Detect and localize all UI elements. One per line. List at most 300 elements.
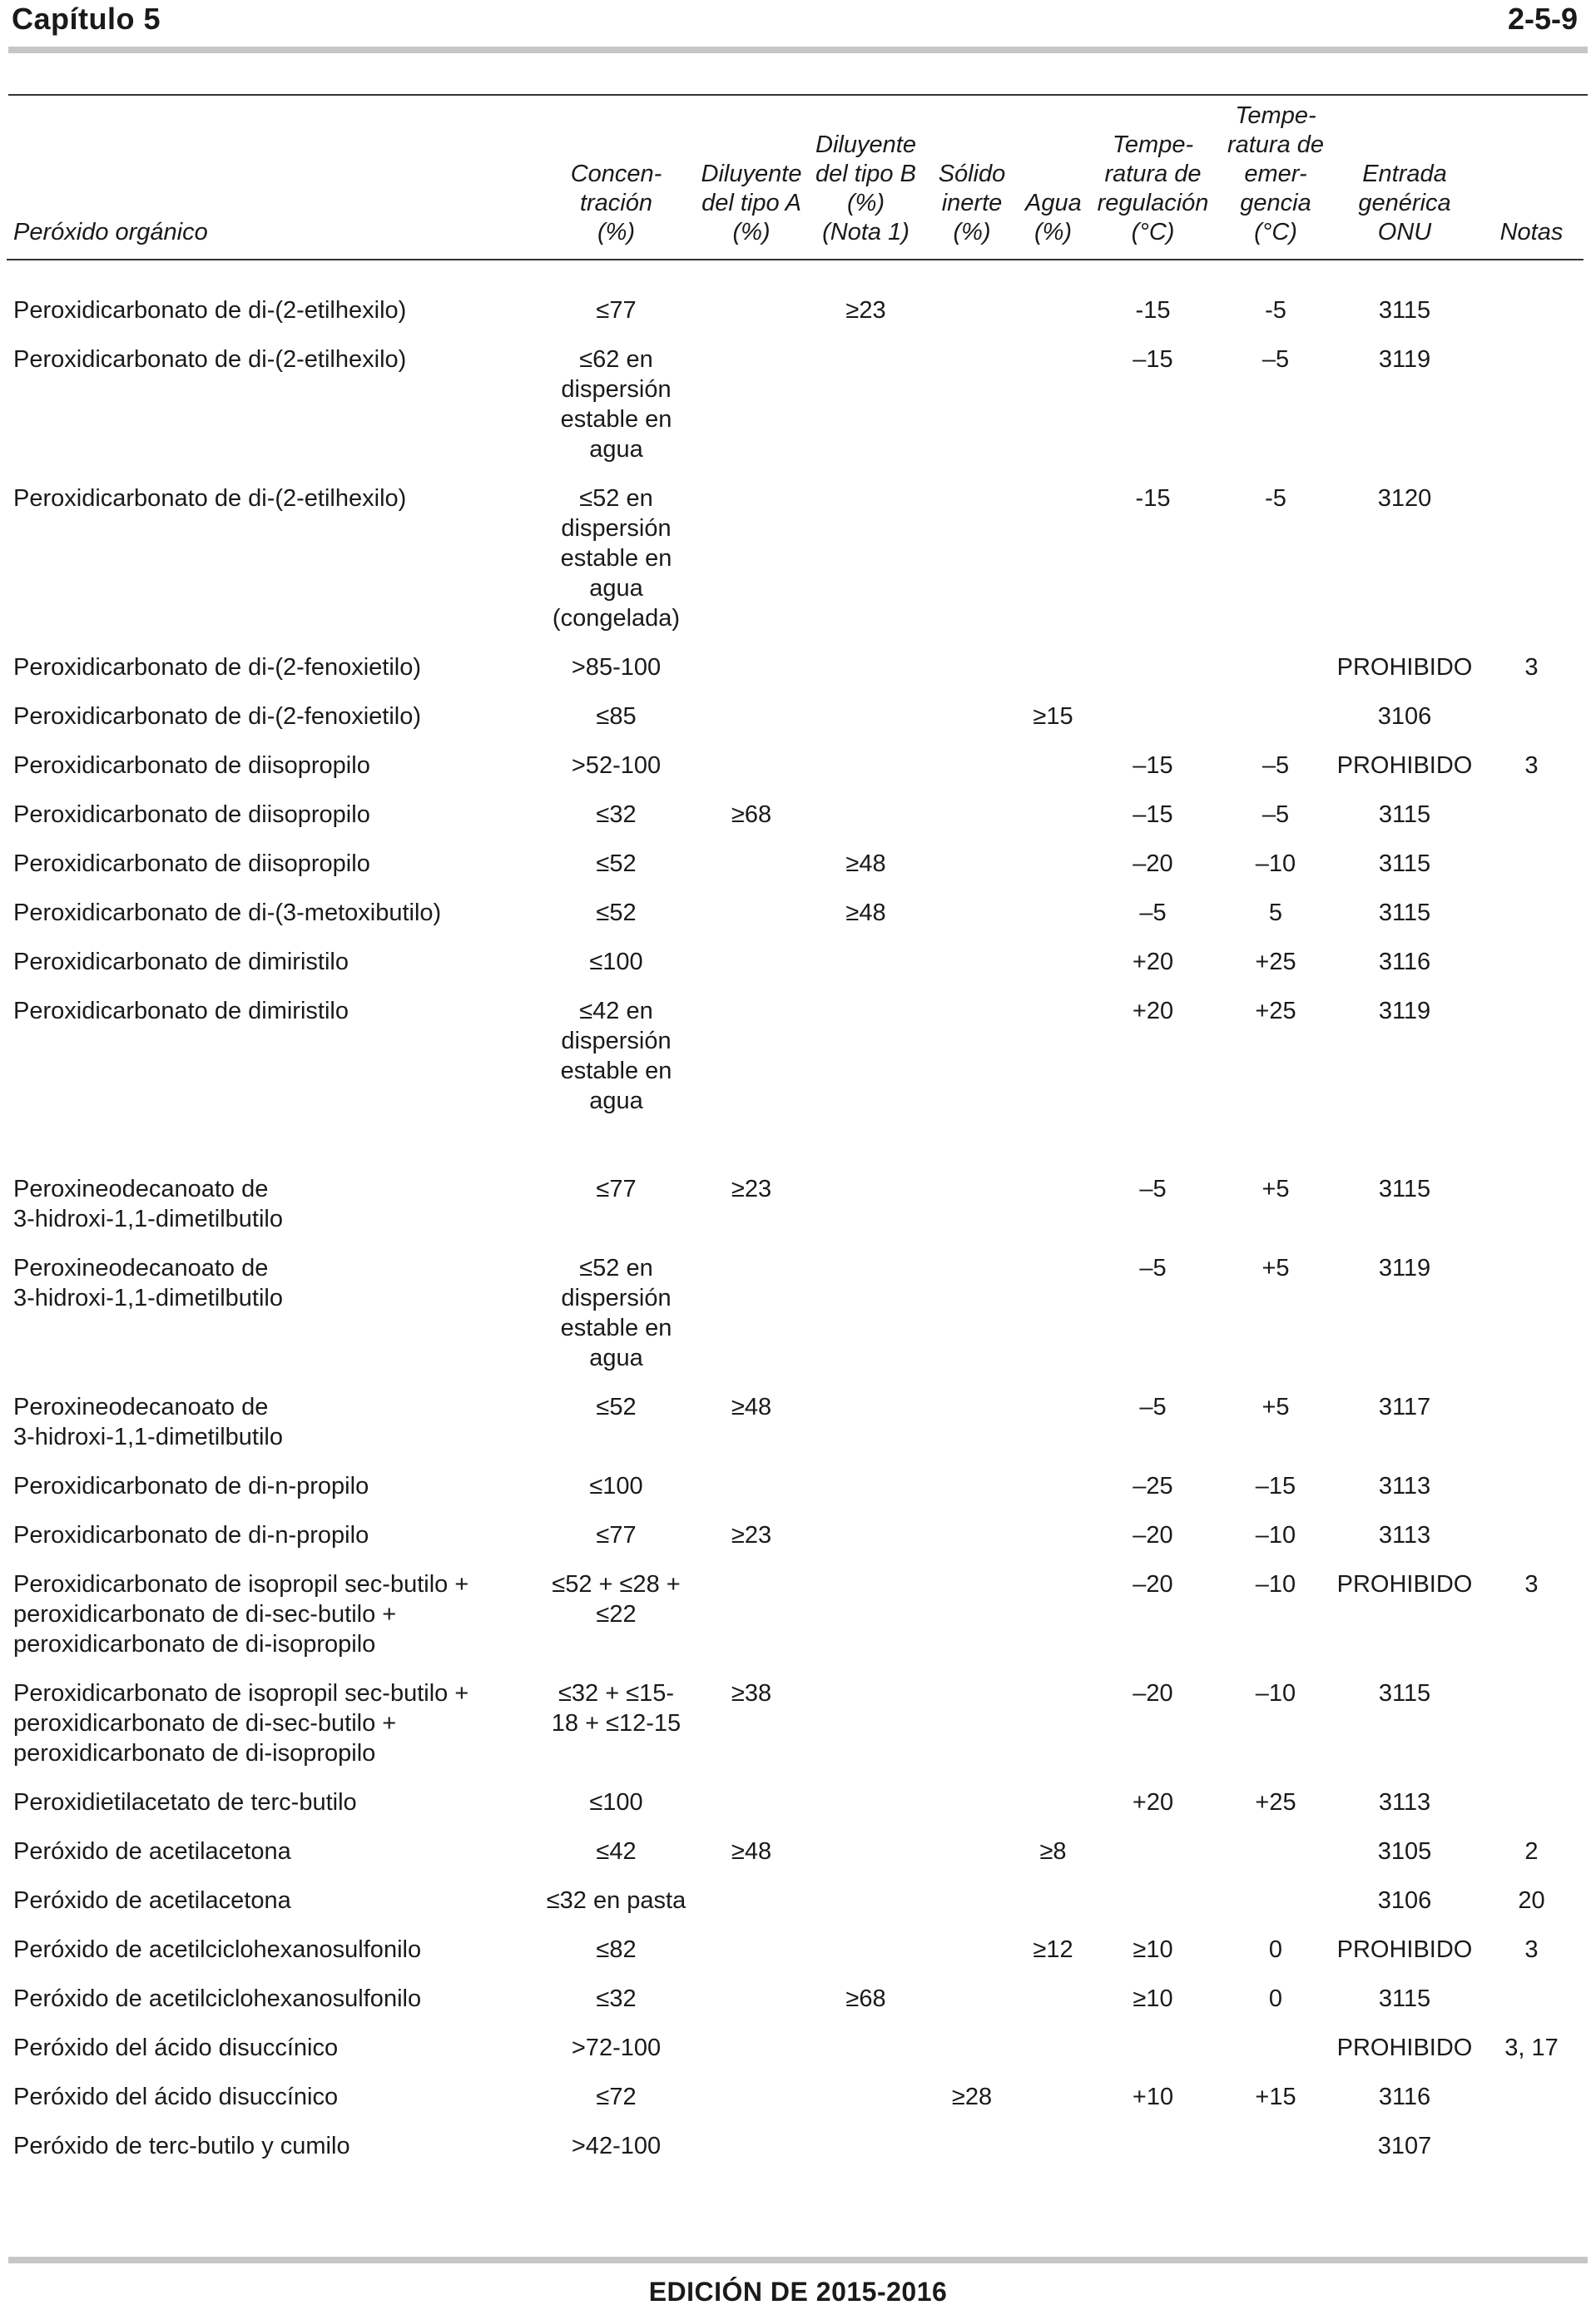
- table-row: [7, 652, 1584, 701]
- cell-un-entry: 3119: [1378, 346, 1431, 373]
- cell-inert-solid: [922, 1253, 1022, 1392]
- cell-notes: 3: [1524, 752, 1539, 779]
- cell-emergency-temp: –5: [1261, 801, 1290, 828]
- cell-notes: 2: [1524, 1838, 1539, 1865]
- cell-diluent-b: [810, 2131, 922, 2180]
- cell-notes: 3: [1524, 1571, 1539, 1598]
- col-header-control-temp: Tempe- ratura de regulación (°C): [1084, 102, 1222, 260]
- cell-water: [1022, 1984, 1084, 2033]
- table-row: [7, 1174, 1584, 1253]
- cell-un-entry: 3115: [1378, 900, 1431, 926]
- cell-emergency-temp: -5: [1265, 485, 1286, 512]
- cell-water: [1022, 2131, 1084, 2180]
- cell-un-entry: 3113: [1378, 1473, 1431, 1500]
- cell-concentration: >72-100: [571, 2035, 662, 2061]
- cell-concentration: ≤77: [596, 1522, 637, 1549]
- cell-peroxide-name: Peróxido de acetilacetona: [13, 1887, 291, 1914]
- cell-notes: [1480, 898, 1584, 947]
- cell-inert-solid: [922, 483, 1022, 652]
- cell-diluent-a: [693, 701, 810, 751]
- cell-inert-solid: [922, 1471, 1022, 1520]
- cell-concentration: ≤42: [596, 1838, 637, 1865]
- cell-notes: 20: [1518, 1887, 1545, 1914]
- cell-diluent-b: [810, 2033, 922, 2082]
- cell-peroxide-name: Peroxidicarbonato de di-n-propilo: [13, 1522, 369, 1549]
- table-row: [7, 1787, 1584, 1837]
- cell-emergency-temp: –15: [1255, 1473, 1296, 1500]
- table-row: [7, 260, 1584, 345]
- cell-concentration: ≤77: [596, 1176, 637, 1202]
- cell-notes: [1480, 800, 1584, 849]
- cell-concentration: ≤72: [596, 2084, 637, 2110]
- cell-water: ≥8: [1039, 1838, 1067, 1865]
- table-row: [7, 1984, 1584, 2033]
- cell-notes: [1480, 849, 1584, 898]
- cell-notes: [1480, 1253, 1584, 1392]
- cell-un-entry: 3119: [1378, 1255, 1431, 1281]
- cell-diluent-a: [693, 345, 810, 483]
- cell-concentration: ≤32: [596, 1985, 637, 2012]
- table-row: [7, 1471, 1584, 1520]
- cell-water: [1022, 1569, 1084, 1678]
- cell-peroxide-name: Peroxidicarbonato de di-(2-fenoxietilo): [13, 703, 422, 730]
- cell-notes: [1480, 2131, 1584, 2180]
- cell-un-entry: 3117: [1378, 1394, 1431, 1420]
- cell-control-temp: –15: [1133, 752, 1173, 779]
- table-header-row: [7, 102, 1584, 260]
- cell-notes: [1480, 947, 1584, 996]
- cell-inert-solid: [922, 800, 1022, 849]
- cell-diluent-a: [693, 751, 810, 800]
- cell-inert-solid: [922, 1174, 1022, 1253]
- col-header-inert-solid: Sólido inerte (%): [922, 102, 1022, 260]
- cell-control-temp: ≥10: [1133, 1936, 1173, 1963]
- cell-control-temp: [1084, 2033, 1222, 2082]
- cell-un-entry: 3115: [1378, 1176, 1431, 1202]
- cell-emergency-temp: [1222, 652, 1330, 701]
- cell-emergency-temp: +25: [1255, 949, 1296, 975]
- cell-diluent-a: [693, 1253, 810, 1392]
- cell-emergency-temp: [1222, 2131, 1330, 2180]
- cell-diluent-a: [693, 2033, 810, 2082]
- cell-control-temp: –20: [1133, 1571, 1173, 1598]
- table-row: [7, 1935, 1584, 1984]
- cell-emergency-temp: 0: [1268, 1936, 1283, 1963]
- cell-notes: [1480, 260, 1584, 345]
- col-header-diluent-a: Diluyente del tipo A (%): [693, 102, 810, 260]
- cell-notes: [1480, 1984, 1584, 2033]
- cell-water: [1022, 1520, 1084, 1569]
- cell-un-entry: 3120: [1377, 485, 1432, 512]
- chapter-title: Capítulo 5: [12, 2, 161, 36]
- cell-notes: [1480, 701, 1584, 751]
- cell-un-entry: 3115: [1378, 297, 1431, 324]
- cell-peroxide-name: Peróxido del ácido disuccínico: [13, 2035, 339, 2061]
- table-row: [7, 2082, 1584, 2131]
- table-row: [7, 1392, 1584, 1471]
- cell-concentration: ≤42 en dispersión estable en agua: [560, 998, 672, 1114]
- cell-inert-solid: ≥28: [951, 2084, 993, 2110]
- cell-emergency-temp: +25: [1255, 1789, 1296, 1816]
- cell-water: [1022, 1392, 1084, 1471]
- cell-notes: [1480, 1392, 1584, 1471]
- cell-concentration: >85-100: [571, 654, 662, 681]
- table-row: [7, 996, 1584, 1174]
- cell-diluent-b: [810, 800, 922, 849]
- cell-control-temp: -15: [1135, 485, 1171, 512]
- cell-diluent-b: ≥48: [845, 900, 886, 926]
- cell-un-entry: 3115: [1378, 1985, 1431, 2012]
- cell-diluent-b: [810, 1174, 922, 1253]
- col-header-notes: Notas: [1480, 102, 1584, 260]
- cell-inert-solid: [922, 652, 1022, 701]
- col-header-water: Agua (%): [1022, 102, 1084, 260]
- cell-diluent-a: ≥38: [731, 1680, 772, 1707]
- cell-control-temp: +20: [1132, 998, 1174, 1024]
- cell-emergency-temp: –5: [1261, 346, 1290, 373]
- cell-peroxide-name: Peroxidicarbonato de di-(3-metoxibutilo): [13, 900, 442, 926]
- cell-diluent-b: [810, 996, 922, 1174]
- cell-water: [1022, 1174, 1084, 1253]
- cell-notes: 3: [1524, 1936, 1539, 1963]
- cell-concentration: ≤52 + ≤28 + ≤22: [552, 1571, 681, 1628]
- cell-un-entry: 3116: [1378, 2084, 1431, 2110]
- table-row: [7, 701, 1584, 751]
- cell-diluent-b: [810, 1837, 922, 1886]
- cell-diluent-a: [693, 483, 810, 652]
- cell-notes: [1480, 1520, 1584, 1569]
- cell-diluent-a: [693, 2131, 810, 2180]
- table-row: [7, 1678, 1584, 1787]
- cell-emergency-temp: –10: [1255, 1571, 1296, 1598]
- cell-inert-solid: [922, 947, 1022, 996]
- cell-diluent-a: [693, 996, 810, 1174]
- cell-diluent-b: [810, 1520, 922, 1569]
- cell-control-temp: [1084, 701, 1222, 751]
- cell-diluent-b: [810, 1471, 922, 1520]
- cell-diluent-b: ≥23: [845, 297, 886, 324]
- cell-peroxide-name: Peroxidicarbonato de di-(2-fenoxietilo): [13, 654, 422, 681]
- cell-water: [1022, 800, 1084, 849]
- cell-concentration: ≤100: [589, 949, 643, 975]
- table-row: [7, 1253, 1584, 1392]
- cell-emergency-temp: [1222, 701, 1330, 751]
- cell-un-entry: 3106: [1377, 1887, 1432, 1914]
- cell-emergency-temp: –10: [1255, 1522, 1296, 1549]
- cell-diluent-a: [693, 652, 810, 701]
- cell-control-temp: –5: [1139, 1255, 1167, 1281]
- cell-control-temp: –15: [1133, 346, 1173, 373]
- cell-diluent-b: [810, 1253, 922, 1392]
- cell-water: [1022, 652, 1084, 701]
- cell-inert-solid: [922, 1886, 1022, 1935]
- cell-water: [1022, 849, 1084, 898]
- cell-diluent-b: [810, 947, 922, 996]
- cell-water: [1022, 1678, 1084, 1787]
- table-row: [7, 345, 1584, 483]
- cell-notes: [1480, 345, 1584, 483]
- cell-peroxide-name: Peróxido del ácido disuccínico: [13, 2084, 339, 2110]
- cell-diluent-a: ≥23: [731, 1522, 772, 1549]
- header-divider: [8, 47, 1588, 53]
- cell-control-temp: [1084, 1886, 1222, 1935]
- cell-diluent-a: [693, 1471, 810, 1520]
- cell-diluent-a: [693, 1886, 810, 1935]
- cell-diluent-b: [810, 345, 922, 483]
- cell-concentration: ≤32 + ≤15- 18 + ≤12-15: [551, 1680, 682, 1737]
- cell-peroxide-name: Peroxineodecanoato de 3-hidroxi-1,1-dimetilbutilo: [13, 1394, 283, 1450]
- cell-water: [1022, 2082, 1084, 2131]
- cell-diluent-a: [693, 1787, 810, 1837]
- cell-control-temp: –15: [1133, 801, 1173, 828]
- cell-inert-solid: [922, 898, 1022, 947]
- col-header-diluent-b: Diluyente del tipo B (%) (Nota 1): [810, 102, 922, 260]
- cell-notes: [1480, 1678, 1584, 1787]
- cell-control-temp: –20: [1133, 1680, 1173, 1707]
- table-body: [7, 260, 1584, 2180]
- cell-peroxide-name: Peroxidicarbonato de isopropil sec-butilo + peroxidicarbonato de di-sec-butilo + peroxidicarbonato de di-isopropilo: [13, 1680, 469, 1767]
- cell-inert-solid: [922, 701, 1022, 751]
- cell-peroxide-name: Peroxidicarbonato de di-n-propilo: [13, 1473, 369, 1500]
- cell-emergency-temp: [1222, 1886, 1330, 1935]
- cell-control-temp: [1084, 652, 1222, 701]
- cell-concentration: ≤32: [596, 801, 637, 828]
- cell-concentration: ≤100: [589, 1789, 643, 1816]
- table-row: [7, 800, 1584, 849]
- cell-inert-solid: [922, 1520, 1022, 1569]
- col-header-concentration: Concen- tración (%): [539, 102, 693, 260]
- cell-emergency-temp: -5: [1265, 297, 1286, 324]
- cell-peroxide-name: Peroxidicarbonato de di-(2-etilhexilo): [13, 297, 407, 324]
- cell-notes: 3: [1524, 654, 1539, 681]
- cell-diluent-b: [810, 652, 922, 701]
- cell-concentration: ≤52: [596, 900, 637, 926]
- cell-peroxide-name: Peroxidicarbonato de dimiristilo: [13, 998, 349, 1024]
- table-row: [7, 751, 1584, 800]
- cell-control-temp: –20: [1133, 1522, 1173, 1549]
- cell-control-temp: –5: [1139, 900, 1167, 926]
- cell-emergency-temp: –10: [1255, 850, 1296, 877]
- col-header-un-entry: Entrada genérica ONU: [1330, 102, 1480, 260]
- cell-diluent-b: [810, 1678, 922, 1787]
- cell-control-temp: +10: [1132, 2084, 1174, 2110]
- cell-un-entry: PROHIBIDO: [1336, 1936, 1473, 1963]
- cell-diluent-a: [693, 260, 810, 345]
- cell-inert-solid: [922, 996, 1022, 1174]
- table-row: [7, 947, 1584, 996]
- cell-inert-solid: [922, 2131, 1022, 2180]
- cell-un-entry: PROHIBIDO: [1336, 752, 1473, 779]
- cell-water: [1022, 1471, 1084, 1520]
- cell-control-temp: –5: [1139, 1176, 1167, 1202]
- cell-control-temp: –5: [1139, 1394, 1167, 1420]
- cell-concentration: ≤100: [589, 1473, 643, 1500]
- cell-un-entry: PROHIBIDO: [1336, 654, 1473, 681]
- cell-diluent-b: ≥48: [845, 850, 886, 877]
- cell-diluent-a: [693, 1935, 810, 1984]
- table-row: [7, 849, 1584, 898]
- cell-inert-solid: [922, 1678, 1022, 1787]
- cell-emergency-temp: 0: [1268, 1985, 1283, 2012]
- cell-emergency-temp: +5: [1261, 1255, 1290, 1281]
- cell-un-entry: 3115: [1378, 850, 1431, 877]
- col-header-peroxide: Peróxido orgánico: [7, 102, 539, 260]
- cell-diluent-a: [693, 1984, 810, 2033]
- table-top-rule: [8, 94, 1588, 96]
- col-header-emergency-temp: Tempe- ratura de emer- gencia (°C): [1222, 102, 1330, 260]
- cell-concentration: ≤52 en dispersión estable en agua: [560, 1255, 672, 1371]
- cell-control-temp: ≥10: [1133, 1985, 1173, 2012]
- cell-concentration: ≤52 en dispersión estable en agua (congelada): [552, 485, 681, 632]
- cell-emergency-temp: 5: [1268, 900, 1283, 926]
- cell-control-temp: –25: [1133, 1473, 1173, 1500]
- cell-emergency-temp: +25: [1255, 998, 1296, 1024]
- cell-control-temp: –20: [1133, 850, 1173, 877]
- table-row: [7, 1569, 1584, 1678]
- cell-inert-solid: [922, 1837, 1022, 1886]
- table-row: [7, 2033, 1584, 2082]
- cell-diluent-b: [810, 1935, 922, 1984]
- cell-emergency-temp: –5: [1261, 752, 1290, 779]
- cell-notes: [1480, 1787, 1584, 1837]
- page-number: 2-5-9: [1507, 2, 1578, 36]
- cell-water: [1022, 898, 1084, 947]
- cell-water: ≥12: [1033, 1936, 1073, 1963]
- cell-notes: [1480, 996, 1584, 1174]
- cell-notes: [1480, 2082, 1584, 2131]
- cell-control-temp: +20: [1132, 1789, 1174, 1816]
- cell-concentration: ≤85: [596, 703, 637, 730]
- cell-diluent-b: [810, 1392, 922, 1471]
- cell-diluent-a: [693, 1569, 810, 1678]
- cell-diluent-a: [693, 947, 810, 996]
- cell-inert-solid: [922, 1392, 1022, 1471]
- cell-water: [1022, 260, 1084, 345]
- cell-water: [1022, 1886, 1084, 1935]
- cell-emergency-temp: [1222, 2033, 1330, 2082]
- cell-diluent-b: [810, 483, 922, 652]
- cell-diluent-a: [693, 898, 810, 947]
- cell-inert-solid: [922, 849, 1022, 898]
- cell-peroxide-name: Peroxidicarbonato de diisopropilo: [13, 801, 370, 828]
- cell-un-entry: 3116: [1378, 949, 1431, 975]
- cell-water: [1022, 2033, 1084, 2082]
- cell-un-entry: 3113: [1378, 1522, 1431, 1549]
- cell-un-entry: PROHIBIDO: [1336, 2035, 1473, 2061]
- cell-inert-solid: [922, 1935, 1022, 1984]
- cell-concentration: ≤52: [596, 850, 637, 877]
- cell-un-entry: 3106: [1377, 703, 1432, 730]
- cell-un-entry: 3115: [1378, 1680, 1431, 1707]
- cell-water: [1022, 996, 1084, 1174]
- cell-peroxide-name: Peroxineodecanoato de 3-hidroxi-1,1-dimetilbutilo: [13, 1176, 283, 1232]
- cell-un-entry: 3113: [1378, 1789, 1431, 1816]
- cell-diluent-a: ≥68: [731, 801, 772, 828]
- cell-diluent-b: [810, 751, 922, 800]
- cell-concentration: ≤32 en pasta: [546, 1887, 686, 1914]
- cell-water: [1022, 947, 1084, 996]
- cell-emergency-temp: [1222, 1837, 1330, 1886]
- cell-concentration: ≤62 en dispersión estable en agua: [560, 346, 672, 463]
- cell-diluent-a: [693, 2082, 810, 2131]
- cell-inert-solid: [922, 345, 1022, 483]
- cell-peroxide-name: Peroxidicarbonato de isopropil sec-butilo + peroxidicarbonato de di-sec-butilo + peroxidicarbonato de di-isopropilo: [13, 1571, 469, 1658]
- cell-peroxide-name: Peroxidicarbonato de di-(2-etilhexilo): [13, 485, 407, 512]
- cell-concentration: ≤52: [596, 1394, 637, 1420]
- cell-inert-solid: [922, 1984, 1022, 2033]
- cell-peroxide-name: Peroxidicarbonato de diisopropilo: [13, 752, 370, 779]
- cell-water: [1022, 751, 1084, 800]
- cell-water: [1022, 1787, 1084, 1837]
- table-row: [7, 2131, 1584, 2180]
- page-header: [12, 0, 1584, 42]
- cell-emergency-temp: +5: [1261, 1176, 1290, 1202]
- cell-un-entry: 3107: [1377, 2133, 1432, 2159]
- cell-un-entry: 3105: [1377, 1838, 1432, 1865]
- cell-peroxide-name: Peroxidicarbonato de dimiristilo: [13, 949, 349, 975]
- cell-diluent-b: [810, 2082, 922, 2131]
- cell-emergency-temp: –10: [1255, 1680, 1296, 1707]
- table-row: [7, 1837, 1584, 1886]
- cell-control-temp: [1084, 1837, 1222, 1886]
- cell-diluent-b: ≥68: [845, 1985, 886, 2012]
- cell-diluent-a: ≥48: [731, 1394, 772, 1420]
- footer-divider: [8, 2257, 1588, 2263]
- cell-peroxide-name: Peroxidietilacetato de terc-butilo: [13, 1789, 357, 1816]
- cell-inert-solid: [922, 2033, 1022, 2082]
- cell-concentration: >42-100: [571, 2133, 662, 2159]
- table-row: [7, 898, 1584, 947]
- cell-diluent-a: ≥48: [731, 1838, 772, 1865]
- cell-diluent-a: [693, 849, 810, 898]
- cell-peroxide-name: Peróxido de acetilciclohexanosulfonilo: [13, 1936, 422, 1963]
- cell-concentration: ≤82: [596, 1936, 637, 1963]
- cell-water: [1022, 345, 1084, 483]
- cell-peroxide-name: Peróxido de terc-butilo y cumilo: [13, 2133, 350, 2159]
- cell-peroxide-name: Peróxido de acetilacetona: [13, 1838, 291, 1865]
- table-row: [7, 1886, 1584, 1935]
- table-row: [7, 1520, 1584, 1569]
- cell-control-temp: [1084, 2131, 1222, 2180]
- cell-peroxide-name: Peroxidicarbonato de diisopropilo: [13, 850, 370, 877]
- cell-peroxide-name: Peroxidicarbonato de di-(2-etilhexilo): [13, 346, 407, 373]
- cell-peroxide-name: Peroxineodecanoato de 3-hidroxi-1,1-dimetilbutilo: [13, 1255, 283, 1311]
- cell-peroxide-name: Peróxido de acetilciclohexanosulfonilo: [13, 1985, 422, 2012]
- cell-diluent-b: [810, 1569, 922, 1678]
- cell-diluent-b: [810, 1886, 922, 1935]
- cell-concentration: ≤77: [596, 297, 637, 324]
- edition-footer: EDICIÓN DE 2015-2016: [648, 2277, 948, 2307]
- cell-control-temp: -15: [1135, 297, 1171, 324]
- cell-concentration: >52-100: [571, 752, 662, 779]
- cell-inert-solid: [922, 1787, 1022, 1837]
- peroxide-table: [7, 102, 1584, 2180]
- cell-water: [1022, 1253, 1084, 1392]
- cell-notes: [1480, 1471, 1584, 1520]
- cell-water: [1022, 483, 1084, 652]
- cell-notes: [1480, 1174, 1584, 1253]
- cell-un-entry: 3115: [1378, 801, 1431, 828]
- cell-control-temp: +20: [1132, 949, 1174, 975]
- cell-notes: 3, 17: [1504, 2035, 1559, 2061]
- cell-inert-solid: [922, 751, 1022, 800]
- cell-emergency-temp: +15: [1255, 2084, 1296, 2110]
- cell-un-entry: 3119: [1378, 998, 1431, 1024]
- cell-emergency-temp: +5: [1261, 1394, 1290, 1420]
- cell-diluent-b: [810, 1787, 922, 1837]
- cell-notes: [1480, 483, 1584, 652]
- table-row: [7, 483, 1584, 652]
